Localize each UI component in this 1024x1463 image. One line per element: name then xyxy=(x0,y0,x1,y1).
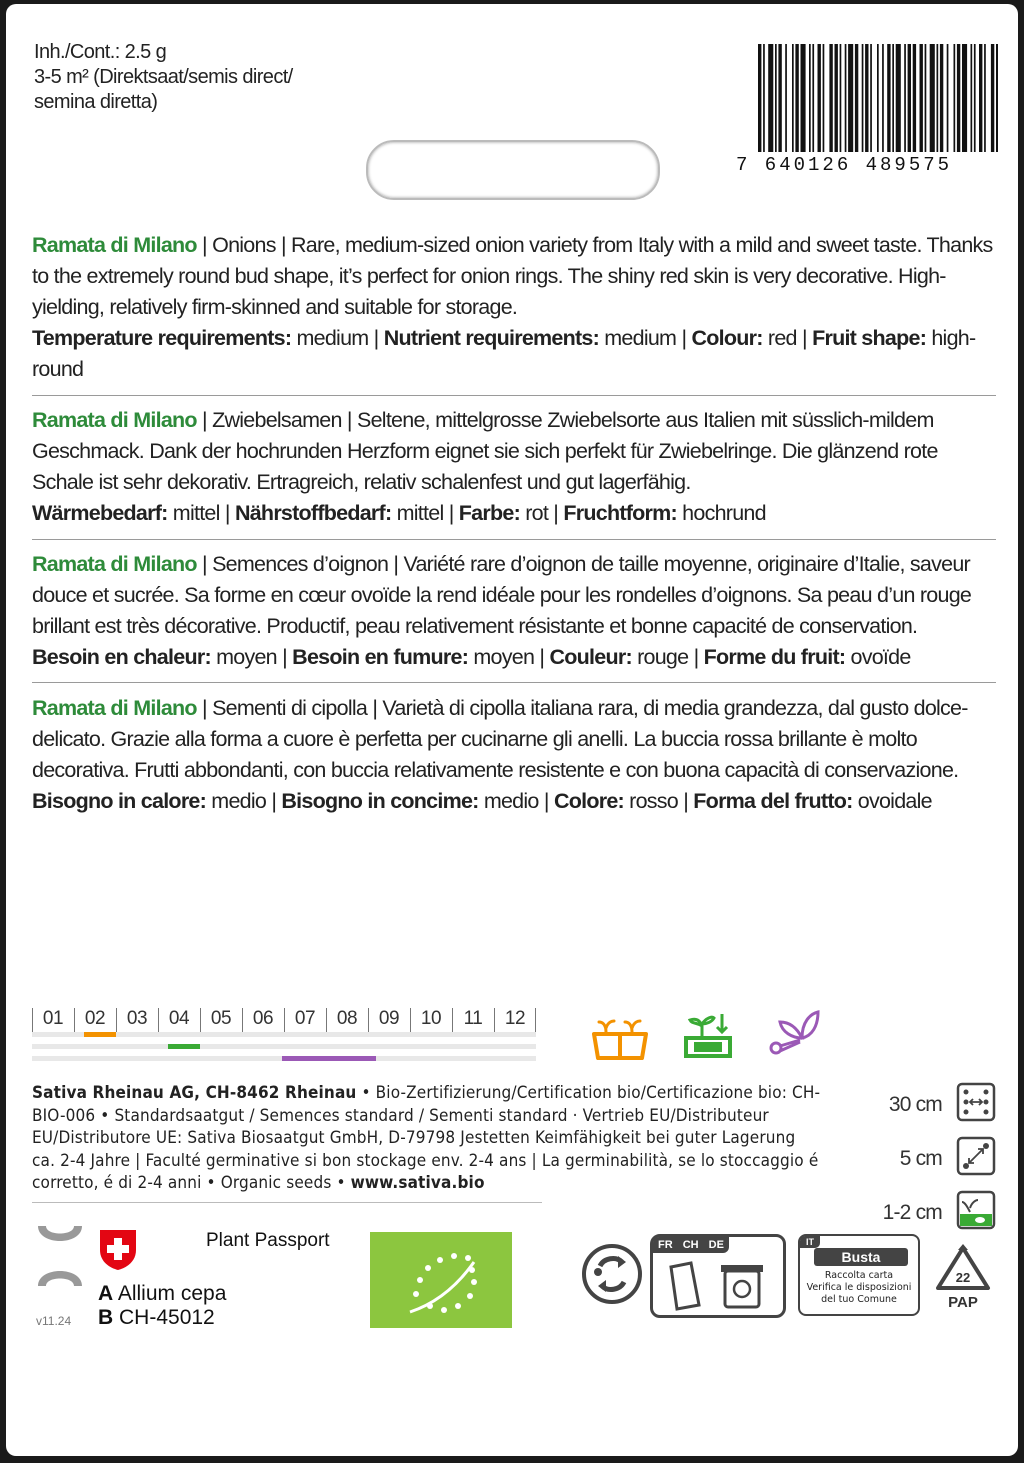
barcode-icon xyxy=(758,44,998,152)
divider xyxy=(32,539,996,540)
month-label: 05 xyxy=(210,1008,232,1029)
section-intro: | Semences d’oignon | Variété rare d’oignon de taille moyenne, originaire d’Italie, saveur douce et sucrée. Sa forme en cœur ovoïde la rend idéale pour les rondelles d’oignons. Sa peau d’un rouge brillant est très décorative. Productif, peau relativement résistante et bonne capacité de conservation. xyxy=(32,552,972,638)
passport-key: B xyxy=(98,1306,114,1329)
passport-line-b xyxy=(98,1306,215,1330)
paper-bin-icon xyxy=(665,1257,775,1311)
prop-value: medium xyxy=(599,326,677,350)
barcode xyxy=(736,44,998,184)
month-label: 06 xyxy=(252,1008,274,1029)
sow-outdoor-track xyxy=(32,1044,536,1049)
passport-line-a xyxy=(98,1282,226,1306)
country-code: FR xyxy=(658,1239,673,1251)
month-label: 10 xyxy=(420,1008,442,1029)
contents-info xyxy=(34,40,293,115)
harvest-bar xyxy=(282,1056,376,1061)
pap-label: PAP xyxy=(948,1294,978,1311)
sow-indoor-bar xyxy=(84,1032,116,1037)
disposal-text xyxy=(802,1270,916,1306)
prop-value: medio xyxy=(478,789,539,813)
prop-label: Temperature requirements: xyxy=(32,326,292,350)
prop-value: mittel xyxy=(391,501,444,525)
prop-label: Forme du fruit: xyxy=(703,645,846,669)
disposal-line: Raccolta carta xyxy=(824,1270,894,1281)
prop-label: Wärmebedarf: xyxy=(32,501,168,525)
plant-spacing-value: 5 cm xyxy=(899,1147,942,1170)
row-spacing-icon xyxy=(956,1082,996,1122)
sow-outdoor-bar xyxy=(168,1044,200,1049)
prop-label: Colore: xyxy=(553,789,624,813)
it-tag: IT xyxy=(800,1236,820,1248)
sowing-depth-icon xyxy=(956,1190,996,1230)
plant-spacing-icon xyxy=(956,1136,996,1176)
prop-label: Besoin en chaleur: xyxy=(32,645,211,669)
prop-label: Couleur: xyxy=(549,645,632,669)
prop-label: Nutrient requirements: xyxy=(383,326,600,350)
divider xyxy=(32,682,996,683)
disposal-line: Verifica le disposizioni xyxy=(806,1282,912,1293)
company-info xyxy=(32,1082,822,1195)
prop-label: Nährstoffbedarf: xyxy=(234,501,392,525)
section-intro: | Zwiebelsamen | Seltene, mittelgrosse Zwiebelsorte aus Italien mit süsslich-mildem Geschmack. Dank der hochrunden Herzform eignet sie sich perfekt für Zwiebelringe. Die glänzend rote Schale ist sehr dekorativ. Ertragreich, relativ schalenfest und gut lagerfähig. xyxy=(32,408,938,494)
country-codes xyxy=(653,1237,729,1253)
passport-key: A xyxy=(98,1282,114,1305)
prop-label: Besoin en fumure: xyxy=(292,645,469,669)
passport-registration: CH-45012 xyxy=(113,1306,215,1329)
contents-line-2: 3-5 m² (Direktsaat/semis direct/ xyxy=(34,66,293,88)
prop-label: Fruchtform: xyxy=(563,501,677,525)
section-intro: | Onions | Rare, medium-sized onion variety from Italy with a mild and sweet taste. Thanks to the extremely round bud shape, it’s perfect for onion rings. The shiny red skin is very decorative. High-yielding, relatively firm-skinned and suitable for storage. xyxy=(32,233,993,319)
prop-value: rouge xyxy=(631,645,689,669)
month-label: 02 xyxy=(84,1008,106,1029)
prop-label: Farbe: xyxy=(458,501,520,525)
busta-label: Busta xyxy=(814,1248,908,1266)
harvest-scissors-icon xyxy=(766,1008,822,1060)
version-label: v11.24 xyxy=(36,1314,72,1328)
italian-disposal-label xyxy=(798,1234,920,1316)
triman-recycling-icon xyxy=(580,1242,644,1306)
month-label: 11 xyxy=(463,1008,483,1029)
prop-value: ovoidale xyxy=(852,789,932,813)
website-link[interactable]: www.sativa.bio xyxy=(350,1173,485,1193)
section-italian: Ramata di Milano | Sementi di cipolla | Varietà di cipolla italiana rara, di media grandezza, dal gusto dolce-delicato. Grazie alla forma a cuore è perfetta per cucinarne gli anelli. La buccia rossa brillante è molto decorativa. Frutti abbondanti, con buccia relativamente resistente e con buona capacità di conservazione. Bisogno in calore: medio | Bisogno in concime: medio | Colore: rosso | Forma del frutto: ovoidale xyxy=(32,696,968,813)
row-spacing-value: 30 cm xyxy=(888,1093,942,1116)
seed-tray-icon xyxy=(590,1014,650,1062)
month-label: 04 xyxy=(168,1008,190,1029)
hanger-slot xyxy=(366,140,660,200)
month-label: 03 xyxy=(126,1008,148,1029)
prop-value: medio xyxy=(206,789,267,813)
variety-name: Ramata di Milano xyxy=(32,552,197,576)
company-name: Sativa Rheinau AG, CH-8462 Rheinau xyxy=(32,1083,357,1103)
month-tick xyxy=(535,1008,536,1032)
section-intro: | Sementi di cipolla | Varietà di cipolla italiana rara, di media grandezza, dal gusto dolce-delicato. Grazie alla forma a cuore è perfetta per cucinarne gli anelli. La buccia rossa brillante è molto decorativa. Frutti abbondanti, con buccia relativamente resistente e con buona capacità di conservazione. xyxy=(32,696,968,782)
prop-label: Fruit shape: xyxy=(812,326,927,350)
plant-passport-title: Plant Passport xyxy=(206,1230,330,1251)
month-label: 01 xyxy=(42,1008,64,1029)
divider xyxy=(32,1202,542,1203)
section-french: Ramata di Milano | Semences d’oignon | Variété rare d’oignon de taille moyenne, originaire d’Italie, saveur douce et sucrée. Sa forme en cœur ovoïde la rend idéale pour les rondelles d’oignons. Sa peau d’un rouge brillant est très décorative. Productif, peau relativement résistante et bonne capacité de conservation. Besoin en chaleur: moyen | Besoin en fumure: moyen | Couleur: rouge | Forme du fruit: ovoïde xyxy=(32,552,972,669)
prop-value: high-round xyxy=(32,326,976,381)
prop-value: rosso xyxy=(623,789,678,813)
seedling-pot-icon xyxy=(680,1010,736,1060)
variety-name: Ramata di Milano xyxy=(32,233,197,257)
month-label: 09 xyxy=(378,1008,400,1029)
passport-botanical-name: Allium cepa xyxy=(113,1282,227,1305)
prop-value: red xyxy=(762,326,797,350)
sowing-calendar xyxy=(32,1008,536,1064)
prop-value: ovoïde xyxy=(845,645,911,669)
contents-line-1: Inh./Cont.: 2.5 g xyxy=(34,41,167,63)
barcode-number: 7 640126 489575 xyxy=(736,154,953,176)
eu-organic-leaf-icon xyxy=(370,1232,512,1328)
disposal-line: del tuo Comune xyxy=(821,1294,897,1305)
seed-packet-back xyxy=(6,4,1018,1456)
section-german: Ramata di Milano | Zwiebelsamen | Seltene, mittelgrosse Zwiebelsorte aus Italien mit süsslich-mildem Geschmack. Dank der hochrunden Herzform eignet sie sich perfekt für Zwiebelringe. Die glänzend rote Schale ist sehr dekorativ. Ertragreich, relativ schalenfest und gut lagerfähig. Wärmebedarf: mittel | Nährstoffbedarf: mittel | Farbe: rot | Fruchtform: hochrund xyxy=(32,408,938,525)
prop-label: Bisogno in calore: xyxy=(32,789,207,813)
plant-passport-logo-icon xyxy=(34,1220,86,1292)
certification-text: • Bio-Zertifizierung/Certification bio/Certificazione bio: CH-BIO-006 • Standardsaatgut / Semences standard / Sementi standard · Vertrieb EU/Distributeur EU/Distributore UE: Sativa Biosaatgut GmbH, D-79798 Jestetten Keimfähigkeit bei guter Lagerung ca. 2-4 Jahre | Faculté germinative si bon stockage env. 2-4 ans | La germinabilità, se lo stoccaggio é corretto, é di 2-4 anni • Organic seeds • xyxy=(32,1083,821,1193)
sowing-depth-value: 1-2 cm xyxy=(882,1201,942,1224)
prop-label: Colour: xyxy=(691,326,763,350)
prop-value: medium xyxy=(291,326,369,350)
prop-value: mittel xyxy=(167,501,220,525)
swiss-flag-shield-icon xyxy=(98,1228,138,1272)
section-english: Ramata di Milano | Onions | Rare, medium-sized onion variety from Italy with a mild and sweet taste. Thanks to the extremely round bud shape, it’s perfect for onion rings. The shiny red skin is very decorative. High-yielding, relatively firm-skinned and suitable for storage. Temperature requirements: medium | Nutrient requirements: medium | Colour: red | Fruit shape: high-round xyxy=(32,233,993,381)
harvest-track xyxy=(32,1056,536,1061)
triman-country-box xyxy=(650,1234,786,1318)
prop-value: moyen xyxy=(468,645,535,669)
prop-label: Bisogno in concime: xyxy=(281,789,479,813)
pap-code: 22 xyxy=(955,1270,971,1285)
prop-value: rot xyxy=(519,501,549,525)
variety-name: Ramata di Milano xyxy=(32,408,197,432)
prop-value: moyen xyxy=(210,645,277,669)
month-label: 07 xyxy=(294,1008,316,1029)
month-label: 08 xyxy=(336,1008,358,1029)
month-label: 12 xyxy=(504,1008,526,1029)
prop-value: hochrund xyxy=(676,501,766,525)
country-code: DE xyxy=(708,1239,724,1251)
eu-organic-logo xyxy=(370,1232,512,1328)
variety-name: Ramata di Milano xyxy=(32,696,197,720)
divider xyxy=(32,395,996,396)
sow-indoor-track xyxy=(32,1032,536,1037)
country-code: CH xyxy=(682,1239,699,1251)
contents-line-3: semina diretta) xyxy=(34,91,158,113)
pap-recycling-triangle-icon xyxy=(932,1244,994,1294)
prop-label: Forma del frutto: xyxy=(693,789,853,813)
